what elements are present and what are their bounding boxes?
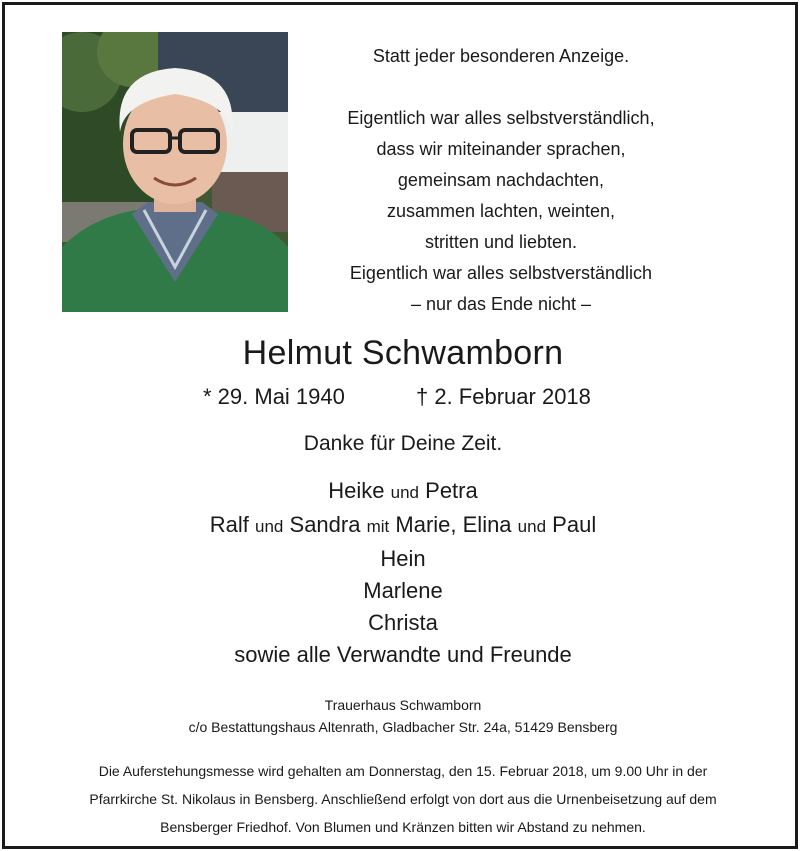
thanks-line: Danke für Deine Zeit. bbox=[303, 432, 503, 455]
poem-line: Eigentlich war alles selbstverständlich bbox=[349, 263, 653, 283]
family-member: Marie, Elina bbox=[395, 512, 512, 537]
poem-line: – nur das Ende nicht – bbox=[410, 294, 592, 314]
death-date: † 2. Februar 2018 bbox=[416, 384, 591, 409]
family-line bbox=[5, 475, 800, 509]
obituary-card bbox=[2, 2, 798, 849]
family-line: Marlene bbox=[363, 578, 443, 603]
poem-line: stritten und liebten. bbox=[424, 232, 578, 252]
family-member: Ralf bbox=[209, 512, 249, 537]
family-conjunction: und bbox=[255, 517, 284, 536]
poem-line: zusammen lachten, weinten, bbox=[386, 201, 616, 221]
address-line: Trauerhaus Schwamborn bbox=[324, 697, 482, 713]
mourning-address bbox=[5, 694, 800, 738]
poem-line: dass wir miteinander sprachen, bbox=[376, 139, 626, 159]
family-list bbox=[5, 475, 800, 671]
family-member: Petra bbox=[425, 478, 478, 503]
portrait-photo bbox=[62, 32, 288, 312]
poem-line: gemeinsam nachdachten, bbox=[397, 170, 605, 190]
deceased-name: Helmut Schwamborn bbox=[242, 334, 564, 372]
family-member: Sandra bbox=[289, 512, 361, 537]
family-member: Heike bbox=[328, 478, 385, 503]
family-line: sowie alle Verwandte und Freunde bbox=[234, 642, 572, 667]
notice-line: Bensberger Friedhof. Von Blumen und Kränzen bitten wir Abstand zu nehmen. bbox=[160, 819, 646, 835]
family-conjunction: und bbox=[517, 517, 547, 536]
notice-line: Pfarrkirche St. Nikolaus in Bensberg. Anschließend erfolgt von dort aus die Urnenbeisetzung auf dem bbox=[89, 791, 717, 807]
family-conjunction: und bbox=[390, 483, 420, 502]
intro-line: Statt jeder besonderen Anzeige. bbox=[372, 46, 630, 66]
family-member: Paul bbox=[552, 512, 597, 537]
poem-gap bbox=[331, 72, 671, 103]
family-conjunction: mit bbox=[366, 517, 390, 536]
funeral-notice bbox=[5, 757, 800, 841]
family-line: Christa bbox=[368, 610, 438, 635]
portrait-photo-icon bbox=[62, 32, 288, 312]
birth-date: * 29. Mai 1940 bbox=[203, 384, 345, 409]
address-line: c/o Bestattungshaus Altenrath, Gladbacher Str. 24a, 51429 Bensberg bbox=[188, 719, 618, 735]
family-line bbox=[5, 509, 800, 543]
notice-line: Die Auferstehungsmesse wird gehalten am Donnerstag, den 15. Februar 2018, um 9.00 Uhr in der bbox=[98, 763, 708, 779]
poem-line: Eigentlich war alles selbstverständlich, bbox=[347, 108, 655, 128]
poem bbox=[331, 41, 671, 320]
family-line: Hein bbox=[380, 546, 426, 571]
